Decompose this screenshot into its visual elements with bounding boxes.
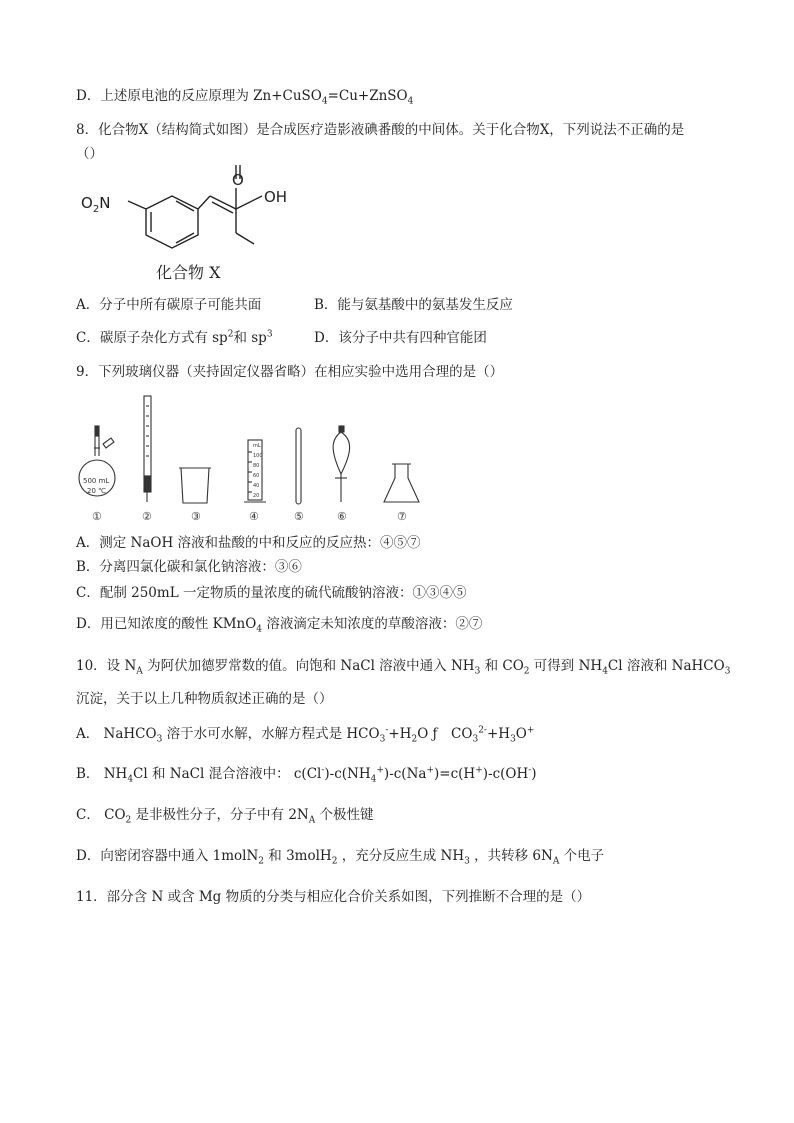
q9-option-c: C．配制 250mL 一定物质的量浓度的硫代硫酸钠溶液：①③④⑤ bbox=[76, 585, 467, 601]
q9-option-a: A．测定 NaOH 溶液和盐酸的中和反应的反应热：④⑤⑦ bbox=[76, 535, 421, 551]
cylinder-tick-label: mL bbox=[253, 443, 261, 449]
conical-flask-icon bbox=[384, 464, 419, 502]
q10-option-c: C． $CO_2$ 是非极性分子，分子中有 $2N_A$ 个极性键 bbox=[76, 807, 374, 826]
instrument-label-7: ⑦ bbox=[397, 510, 407, 523]
q10-stem-line1: 10．设 $N_A$ 为阿伏加德罗常数的值。向饱和 NaCl 溶液中通入 $NH_3$ 和 $CO_2$ 可得到 $NH_4Cl$ 溶液和 NaHCO$_3$ bbox=[76, 658, 731, 677]
instrument-label-1: ① bbox=[92, 510, 102, 523]
q8-option-c: C．碳原子杂化方式有 $sp^2$和 $sp^3$ bbox=[76, 329, 273, 346]
compound-caption: 化合物 X bbox=[156, 263, 221, 282]
flask-temp-label: 20 ℃ bbox=[87, 487, 106, 495]
cylinder-tick-label: 20 bbox=[253, 493, 260, 499]
hydroxyl-label: OH bbox=[264, 188, 288, 206]
instrument-label-3: ③ bbox=[191, 510, 201, 523]
q7-option-d: D．上述原电池的反应原理为 Zn+CuSO$_4$=Cu+ZnSO$_4$ bbox=[76, 88, 414, 107]
q8-option-a: A．分子中所有碳原子可能共面 bbox=[76, 297, 262, 313]
instrument-number-labels bbox=[92, 510, 407, 523]
cylinder-tick-label: 80 bbox=[253, 463, 260, 469]
q9-stem: 9．下列玻璃仪器（夹持固定仪器省略）在相应实验中选用合理的是（） bbox=[76, 364, 504, 380]
q8-option-d: D．该分子中共有四种官能团 bbox=[314, 330, 487, 346]
q8-stem-line1: 8．化合物X（结构简式如图）是合成医疗造影液碘番酸的中间体。关于化合物X，下列说法不正确的是 bbox=[76, 122, 685, 138]
instrument-label-4: ④ bbox=[249, 510, 259, 523]
separatory-funnel-icon bbox=[333, 426, 350, 502]
cylinder-tick-labels bbox=[253, 443, 263, 499]
burette-icon bbox=[144, 396, 151, 502]
q8-stem-line2: （） bbox=[76, 146, 103, 162]
instrument-label-5: ⑤ bbox=[294, 510, 304, 523]
glassware-figure bbox=[76, 392, 436, 527]
q11-stem: 11．部分含 N 或含 Mg 物质的分类与相应化合价关系如图，下列推断不合理的是（） bbox=[76, 889, 591, 905]
q10-stem-line2: 沉淀，关于以上几种物质叙述正确的是（） bbox=[76, 691, 333, 707]
q10-option-a: A． NaHCO$_3$ 溶于水可水解，水解方程式是 $HCO_3^-+H_2O$ ƒ $CO_3^{2-}+H_3O^+$ bbox=[76, 725, 535, 745]
compound-x-structure bbox=[76, 165, 306, 290]
flask-volume-label: 500 mL bbox=[83, 477, 110, 485]
cylinder-tick-label: 100 bbox=[253, 453, 263, 459]
glassware-svg bbox=[76, 392, 436, 527]
volumetric-flask-icon bbox=[79, 426, 115, 496]
instrument-label-6: ⑥ bbox=[337, 510, 347, 523]
glass-rod-icon bbox=[296, 428, 301, 504]
no2-group-label: $O_2N$ bbox=[81, 194, 111, 215]
q10-option-d: D．向密闭容器中通入 1molN$_2$ 和 3molH$_2$ ，充分反应生成 $NH_3$ ，共转移 $6N_A$ 个电子 bbox=[76, 848, 605, 867]
cylinder-tick-label: 40 bbox=[253, 483, 260, 489]
q8-option-b: B．能与氨基酸中的氨基发生反应 bbox=[314, 297, 513, 313]
cylinder-tick-label: 60 bbox=[253, 473, 260, 479]
compound-x-svg bbox=[76, 165, 306, 290]
beaker-icon bbox=[179, 468, 211, 503]
q9-option-d: D．用已知浓度的酸性 KMnO$_4$ 溶液滴定未知浓度的草酸溶液：②⑦ bbox=[76, 616, 483, 635]
carbonyl-oxygen-label: O bbox=[232, 171, 244, 189]
q9-option-b: B．分离四氯化碳和氯化钠溶液：③⑥ bbox=[76, 559, 302, 575]
instrument-label-2: ② bbox=[142, 510, 152, 523]
q10-option-b: B． $NH_4Cl$ 和 NaCl 混合溶液中： $c(Cl^-)-c(NH_4^+)-c(Na^+)=c(H^+)-c(OH^-)$ bbox=[76, 765, 537, 785]
